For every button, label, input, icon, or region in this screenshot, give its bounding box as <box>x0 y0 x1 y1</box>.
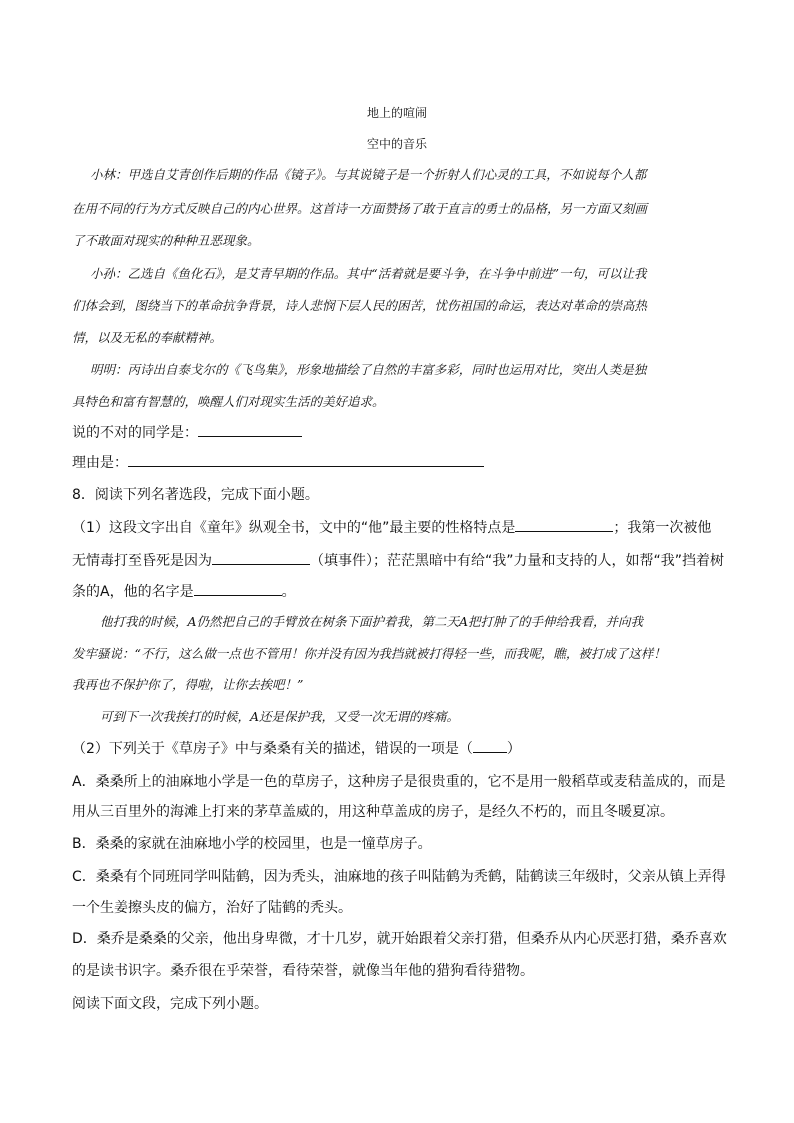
option-b-line: B．桑桑的家就在油麻地小学的校园里，也是一憧草房子。 <box>72 836 432 852</box>
option-d-line: 的是读书识字。桑乔很在乎荣誉，看待荣誉，就像当年他的猎狗看待猎物。 <box>72 963 534 979</box>
wrong-student-row <box>72 422 732 442</box>
q8-sub2-text: （2）下列关于《草房子》中与桑桑有关的描述，错误的一项是（ <box>72 741 473 757</box>
opinion-mingming-line: 具特色和富有智慧的，唤醒人们对现实生活的美好追求。 <box>72 394 385 409</box>
option-d-line: D．桑乔是桑桑的父亲，他出身卑微，才十几岁，就开始跟着父亲打猎，但桑乔从内心厌恶打猎，桑乔喜欢 <box>72 931 727 947</box>
opinion-xiaosun-line: 们体会到，图绕当下的革命抗争背景，诗人悲悯下层人民的困苦，忧伤祖国的命运，表达对革命的崇高热 <box>72 298 648 313</box>
reason-label: 理由是： <box>72 455 128 471</box>
option-a-line: A．桑桑所上的油麻地小学是一色的草房子，这种房子是很贵重的，它不是用一般稻草或麦秸盖成的，而是 <box>72 774 726 790</box>
q8-sub2-text: ） <box>506 741 521 757</box>
wrong-student-blank[interactable] <box>198 424 302 437</box>
character-trait-blank[interactable] <box>515 519 613 532</box>
opinion-xiaolin-line: 在用不同的行为方式反映自己的内心世界。这首诗一方面赞扬了敢于直言的勇士的品格，另一方面又刻画 <box>72 201 648 216</box>
opinion-mingming-line: 明明：丙诗出自泰戈尔的《飞鸟集》，形象地描绘了自然的丰富多彩，同时也运用对比，突出人类是独 <box>90 362 647 377</box>
q8-heading: 8．阅读下列名著选段，完成下面小题。 <box>72 487 319 503</box>
excerpt-line: 可到下一次我挨打的时候，A还是保护我，又受一次无谓的疼痛。 <box>100 709 460 724</box>
opinion-xiaolin-line: 了不敢面对现实的种种丑恶现象。 <box>72 233 260 248</box>
excerpt-line: 我再也不保护你了，得啦，让你去挨吧！” <box>72 677 304 692</box>
q8-sub1-line2 <box>72 550 732 570</box>
q8-sub1-text: 。 <box>281 584 296 600</box>
event-blank[interactable] <box>212 552 310 565</box>
name-blank[interactable] <box>194 583 282 596</box>
poem-title-1: 地上的喧闹 <box>366 106 427 120</box>
q8-sub1-text: 无情毒打至昏死是因为 <box>72 553 212 569</box>
poem-title-2: 空中的音乐 <box>366 137 427 151</box>
q8-sub1-line3 <box>72 581 732 601</box>
q8-sub1-text: 条的A，他的名字是 <box>72 584 194 600</box>
choice-blank[interactable] <box>473 740 507 753</box>
opinion-xiaosun-line: 小孙：乙选自《鱼化石》，是艾青早期的作品。其中“活着就是要斗争，在斗争中前进”一句，可以让我 <box>90 266 647 281</box>
option-c-line: 一个生姜擦头皮的偏方，治好了陆鹤的秃头。 <box>72 900 352 916</box>
q8-sub1-line1 <box>72 517 732 537</box>
q8-sub1-text: （1）这段文字出自《童年》纵观全书，文中的“他”最主要的性格特点是 <box>72 520 516 536</box>
q8-sub1-text: ；我第一次被他 <box>613 520 712 536</box>
reason-blank[interactable] <box>128 454 484 467</box>
next-section-instruction: 阅读下面文段，完成下列小题。 <box>72 996 268 1012</box>
q8-sub1-text: （填事件）；茫茫黑暗中有给“我”力量和支持的人，如帮“我”挡着树 <box>310 553 725 569</box>
reason-row <box>72 452 732 472</box>
opinion-xiaosun-line: 情，以及无私的奉献精神。 <box>72 330 223 345</box>
opinion-xiaolin-line: 小林：甲选自艾青创作后期的作品《镜子》。与其说镜子是一个折射人们心灵的工具，不如说每个人都 <box>90 167 647 182</box>
excerpt-line: 发牢骚说：“不行，这么做一点也不管用！你并没有因为我挡就被打得轻一些，而我呢，瞧，被打成了这样！ <box>72 646 666 661</box>
q8-sub2-stem <box>72 738 732 758</box>
wrong-student-label: 说的不对的同学是： <box>72 425 198 441</box>
option-a-line: 用从三百里外的海滩上打来的茅草盖威的，用这种草盖成的房子，是经久不朽的，而且冬暖夏凉。 <box>72 804 674 820</box>
option-c-line: C．桑桑有个同班同学叫陆鹤，因为秃头，油麻地的孩子叫陆鹤为秃鹤，陆鹤读三年级时，父亲从镇上弄得 <box>72 869 726 885</box>
excerpt-line: 他打我的时候，A仍然把自己的手臂放在树条下面护着我，第二天A把打肿了的手伸给我看，并向我 <box>100 614 644 629</box>
